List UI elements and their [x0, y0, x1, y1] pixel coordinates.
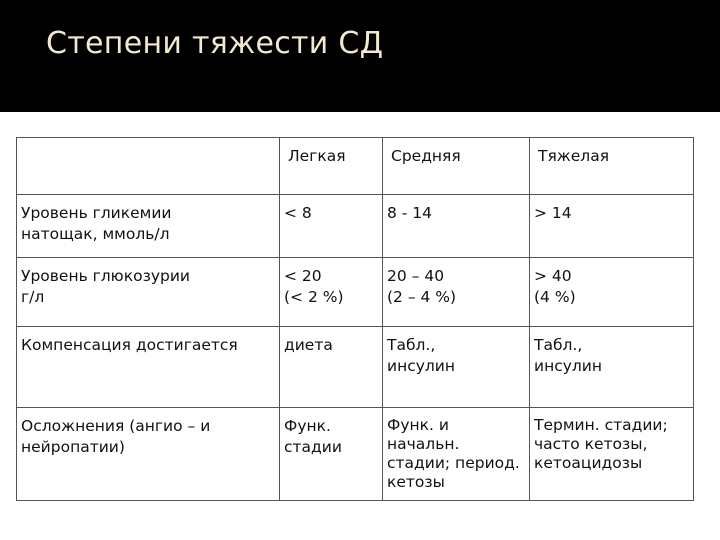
row-label-line: Осложнения (ангио – и: [21, 417, 211, 435]
cell-line: Функ. и начальн.: [387, 416, 460, 453]
cell-complications-mild: [280, 408, 383, 501]
severity-table: [16, 137, 694, 501]
row-label-line: нейропатии): [21, 438, 125, 456]
cell-line: инсулин: [534, 357, 603, 375]
cell-complications-severe: [530, 408, 694, 501]
cell-line: > 14: [534, 204, 572, 222]
cell-line: часто кетозы,: [534, 435, 648, 453]
header-mild: Легкая: [280, 138, 383, 195]
cell-line: > 40: [534, 267, 572, 285]
row-label-line: г/л: [21, 288, 45, 306]
cell-line: кетоацидозы: [534, 454, 643, 472]
table-row-glucosuria: [17, 258, 694, 327]
row-label-line: натощак, ммоль/л: [21, 225, 170, 243]
row-label-line: Уровень гликемии: [21, 204, 172, 222]
cell-compensation-mild: [280, 327, 383, 408]
row-label-line: Уровень глюкозурии: [21, 267, 190, 285]
cell-compensation-moderate: [383, 327, 530, 408]
header-empty-cell: [17, 138, 280, 195]
table-header-row: [17, 138, 694, 195]
cell-glycemia-mild: [280, 195, 383, 258]
row-label-line: Компенсация достигается: [21, 336, 238, 354]
cell-compensation-severe: [530, 327, 694, 408]
cell-line: Термин. стадии;: [534, 416, 668, 434]
header-moderate: Средняя: [383, 138, 530, 195]
cell-line: стадии; период.: [387, 454, 520, 472]
cell-glucosuria-moderate: [383, 258, 530, 327]
table-row-complications: [17, 408, 694, 501]
cell-line: (2 – 4 %): [387, 288, 457, 306]
header-severe: Тяжелая: [530, 138, 694, 195]
cell-glucosuria-severe: [530, 258, 694, 327]
cell-line: (< 2 %): [284, 288, 344, 306]
cell-line: Функ.: [284, 417, 331, 435]
cell-line: (4 %): [534, 288, 576, 306]
cell-line: инсулин: [387, 357, 456, 375]
table-row-glycemia: [17, 195, 694, 258]
cell-line: кетозы: [387, 473, 445, 491]
cell-line: стадии: [284, 438, 342, 456]
cell-line: < 20: [284, 267, 322, 285]
row-label-glucosuria: [17, 258, 280, 327]
cell-line: диета: [284, 336, 333, 354]
cell-glycemia-severe: [530, 195, 694, 258]
cell-line: < 8: [284, 204, 312, 222]
cell-line: Табл.,: [534, 336, 583, 354]
cell-glucosuria-mild: [280, 258, 383, 327]
cell-line: Табл.,: [387, 336, 436, 354]
cell-complications-moderate: [383, 408, 530, 501]
title-bar: [0, 0, 720, 112]
row-label-glycemia: [17, 195, 280, 258]
cell-glycemia-moderate: [383, 195, 530, 258]
row-label-compensation: [17, 327, 280, 408]
cell-line: 8 - 14: [387, 204, 433, 222]
slide-title: Степени тяжести СД: [46, 26, 384, 61]
cell-line: 20 – 40: [387, 267, 445, 285]
table-row-compensation: [17, 327, 694, 408]
row-label-complications: [17, 408, 280, 501]
